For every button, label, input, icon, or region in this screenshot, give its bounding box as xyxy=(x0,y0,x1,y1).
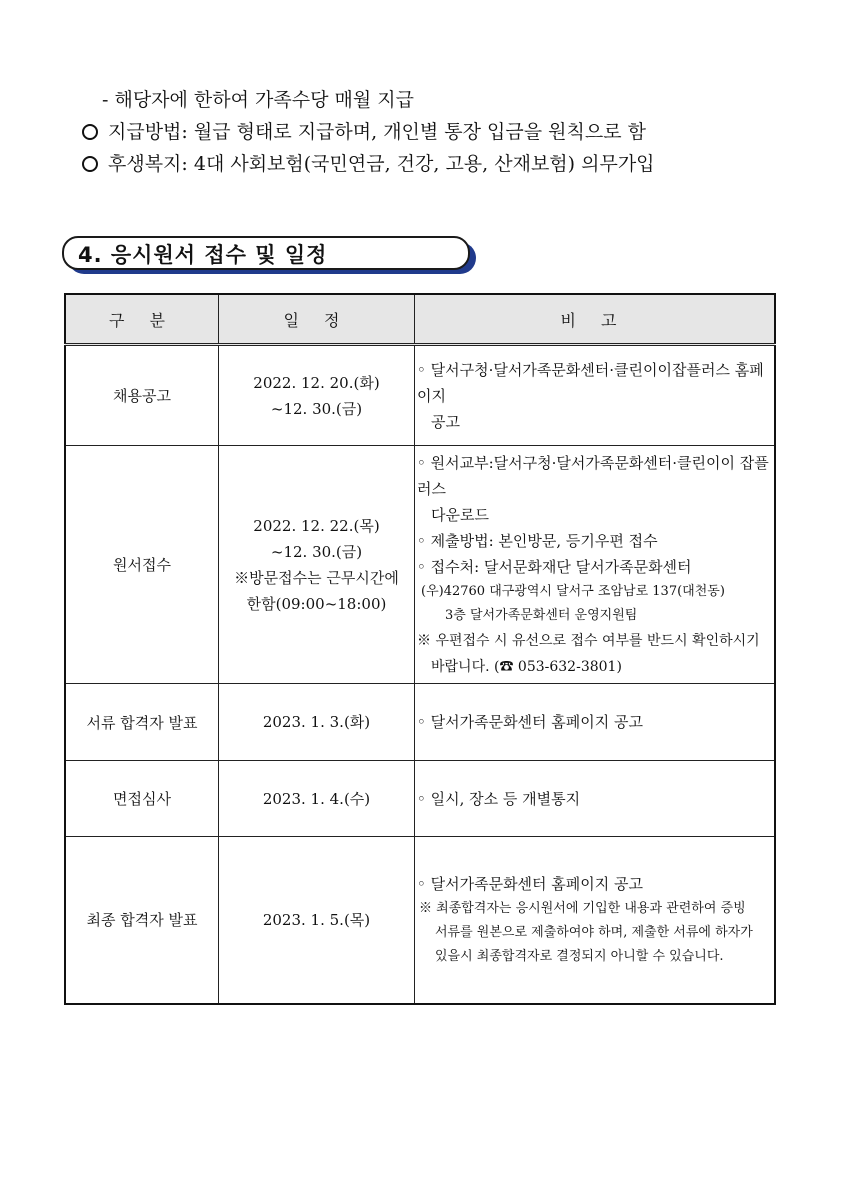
date-line: 2023. 1. 3.(화) xyxy=(262,713,371,731)
circle-bullet-icon xyxy=(82,156,98,172)
table-row xyxy=(65,684,775,761)
note-line: ◦ 제출방법: 본인방문, 등기우편 접수 xyxy=(417,531,658,550)
row-category: 원서접수 xyxy=(65,446,219,684)
note-line: ◦ 접수처: 달서문화재단 달서가족문화센터 xyxy=(417,557,692,576)
row-category: 최종 합격자 발표 xyxy=(65,837,219,1004)
date-line: 2023. 1. 5.(목) xyxy=(262,910,371,929)
row-dates xyxy=(219,446,415,684)
date-line: ~12. 30.(금) xyxy=(270,542,363,561)
table-row xyxy=(65,761,775,837)
row-dates xyxy=(219,684,415,761)
note-line: ※ 최종합격자는 응시원서에 기입한 내용과 관련하여 증빙 xyxy=(419,900,746,916)
header-schedule: 일 정 xyxy=(219,294,415,345)
row-dates xyxy=(219,837,415,1004)
note-line: 다운로드 xyxy=(431,505,489,524)
note-line: ※ 우편접수 시 유선으로 접수 여부를 반드시 확인하시기 xyxy=(417,632,760,649)
note-line: 있을시 최종합격자로 결정되지 아니할 수 있습니다. xyxy=(435,948,724,964)
note-line: 바랍니다. (☎ 053-632-3801) xyxy=(431,658,622,675)
row-category: 면접심사 xyxy=(65,761,219,837)
date-line: 2022. 12. 20.(화) xyxy=(253,373,380,392)
welfare-line xyxy=(80,148,800,180)
table-row xyxy=(65,446,775,684)
note-line: 공고 xyxy=(431,412,460,431)
row-dates xyxy=(219,761,415,837)
section-heading xyxy=(62,236,476,274)
note-line: ◦ 달서가족문화센터 홈페이지 공고 xyxy=(417,713,644,731)
row-notes xyxy=(415,837,776,1004)
note-line: 서류를 원본으로 제출하여야 하며, 제출한 서류에 하자가 xyxy=(435,924,753,940)
note-line: ◦ 달서가족문화센터 홈페이지 공고 xyxy=(417,874,644,893)
note-line: ◦ 일시, 장소 등 개별통지 xyxy=(417,789,581,808)
note-line: ◦ 달서구청·달서가족문화센터·클린이이잡플러스 홈페이지 xyxy=(417,360,764,405)
row-dates xyxy=(219,345,415,446)
intro-block xyxy=(80,84,800,180)
row-notes xyxy=(415,345,776,446)
family-allowance-line: - 해당자에 한하여 가족수당 매월 지급 xyxy=(102,89,414,111)
table-row xyxy=(65,345,775,446)
payment-method-line xyxy=(80,116,800,148)
welfare-text: 후생복지: 4대 사회보험(국민연금, 건강, 고용, 산재보험) 의무가입 xyxy=(108,153,655,175)
table-header-row xyxy=(65,294,775,345)
circle-bullet-icon xyxy=(82,124,98,140)
row-notes xyxy=(415,761,776,837)
date-line: ※방문접수는 근무시간에 xyxy=(234,568,399,587)
row-category: 채용공고 xyxy=(65,345,219,446)
section-title: 4. 응시원서 접수 및 일정 xyxy=(78,243,328,267)
header-category: 구 분 xyxy=(65,294,219,345)
note-line: (우)42760 대구광역시 달서구 조암남로 137(대천동) xyxy=(421,583,725,599)
note-line: ◦ 원서교부:달서구청·달서가족문화센터·클린이이 잡플러스 xyxy=(417,453,769,498)
schedule-table xyxy=(64,293,776,1005)
header-remarks: 비 고 xyxy=(415,294,776,345)
payment-method-text: 지급방법: 월급 형태로 지급하며, 개인별 통장 입금을 원칙으로 함 xyxy=(108,121,646,143)
date-line: ~12. 30.(금) xyxy=(270,399,363,418)
table-row xyxy=(65,837,775,1004)
note-line: 3층 달서가족문화센터 운영지원팀 xyxy=(445,607,638,623)
row-notes xyxy=(415,684,776,761)
row-notes xyxy=(415,446,776,684)
date-line: 2023. 1. 4.(수) xyxy=(262,789,371,808)
date-line: 한함(09:00~18:00) xyxy=(246,594,387,613)
date-line: 2022. 12. 22.(목) xyxy=(253,516,380,535)
row-category: 서류 합격자 발표 xyxy=(65,684,219,761)
